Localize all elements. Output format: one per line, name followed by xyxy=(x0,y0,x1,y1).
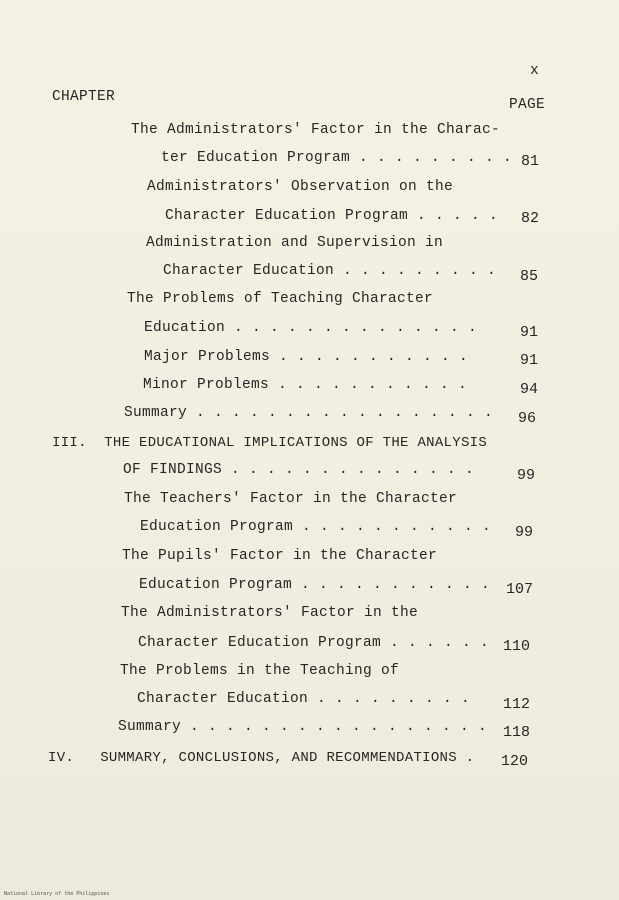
toc-line: Minor Problems . . . . . . . . . . . xyxy=(143,377,468,393)
toc-line: The Teachers' Factor in the Character xyxy=(124,491,458,507)
toc-line: The Administrators' Factor in the xyxy=(121,605,419,621)
toc-line: Major Problems . . . . . . . . . . . xyxy=(144,349,469,365)
toc-page-number: 81 xyxy=(521,153,540,170)
toc-page-number: 107 xyxy=(506,581,534,598)
toc-page-number: 118 xyxy=(503,724,531,741)
toc-line: Character Education . . . . . . . . . xyxy=(163,263,497,279)
toc-page-number: 94 xyxy=(520,381,539,398)
toc-page-number: 85 xyxy=(520,268,539,285)
toc-line: OF FINDINGS . . . . . . . . . . . . . . xyxy=(123,462,475,478)
toc-line: Character Education Program . . . . . . xyxy=(138,635,490,651)
page-label: PAGE xyxy=(509,97,546,113)
toc-page-number: 99 xyxy=(515,524,534,541)
toc-chapter-heading: IV. SUMMARY, CONCLUSIONS, AND RECOMMENDATIONS . xyxy=(48,750,475,766)
toc-line: The Pupils' Factor in the Character xyxy=(122,548,438,564)
toc-line: Education . . . . . . . . . . . . . . xyxy=(144,320,478,336)
scan-footer: National Library of the Philippines xyxy=(4,891,110,897)
toc-line: Summary . . . . . . . . . . . . . . . . . xyxy=(124,405,494,421)
toc-page-number: 91 xyxy=(520,324,539,341)
toc-chapter-heading: III. THE EDUCATIONAL IMPLICATIONS OF THE ANALYSIS xyxy=(52,435,488,451)
toc-line: The Problems in the Teaching of xyxy=(120,663,400,679)
toc-page-number: 96 xyxy=(518,410,537,427)
page-number: x xyxy=(530,63,540,79)
toc-page-number: 91 xyxy=(520,352,539,369)
toc-line: Administration and Supervision in xyxy=(146,235,444,251)
toc-line: Education Program . . . . . . . . . . . xyxy=(139,577,491,593)
toc-line: Character Education . . . . . . . . . xyxy=(137,691,471,707)
toc-line: The Problems of Teaching Character xyxy=(127,291,434,307)
toc-line: Summary . . . . . . . . . . . . . . . . . xyxy=(118,719,488,735)
toc-page-number: 99 xyxy=(517,467,536,484)
toc-line: ter Education Program . . . . . . . . . xyxy=(161,150,513,166)
toc-line: Administrators' Observation on the xyxy=(147,179,454,195)
toc-line: The Administrators' Factor in the Charac- xyxy=(131,122,501,138)
toc-page-number: 82 xyxy=(521,210,540,227)
toc-line: Education Program . . . . . . . . . . . xyxy=(140,519,492,535)
chapter-label: CHAPTER xyxy=(52,89,116,105)
toc-page-number: 112 xyxy=(503,696,531,713)
toc-page-number: 110 xyxy=(503,638,531,655)
toc-page-number: 120 xyxy=(501,753,529,770)
toc-line: Character Education Program . . . . . xyxy=(165,208,499,224)
